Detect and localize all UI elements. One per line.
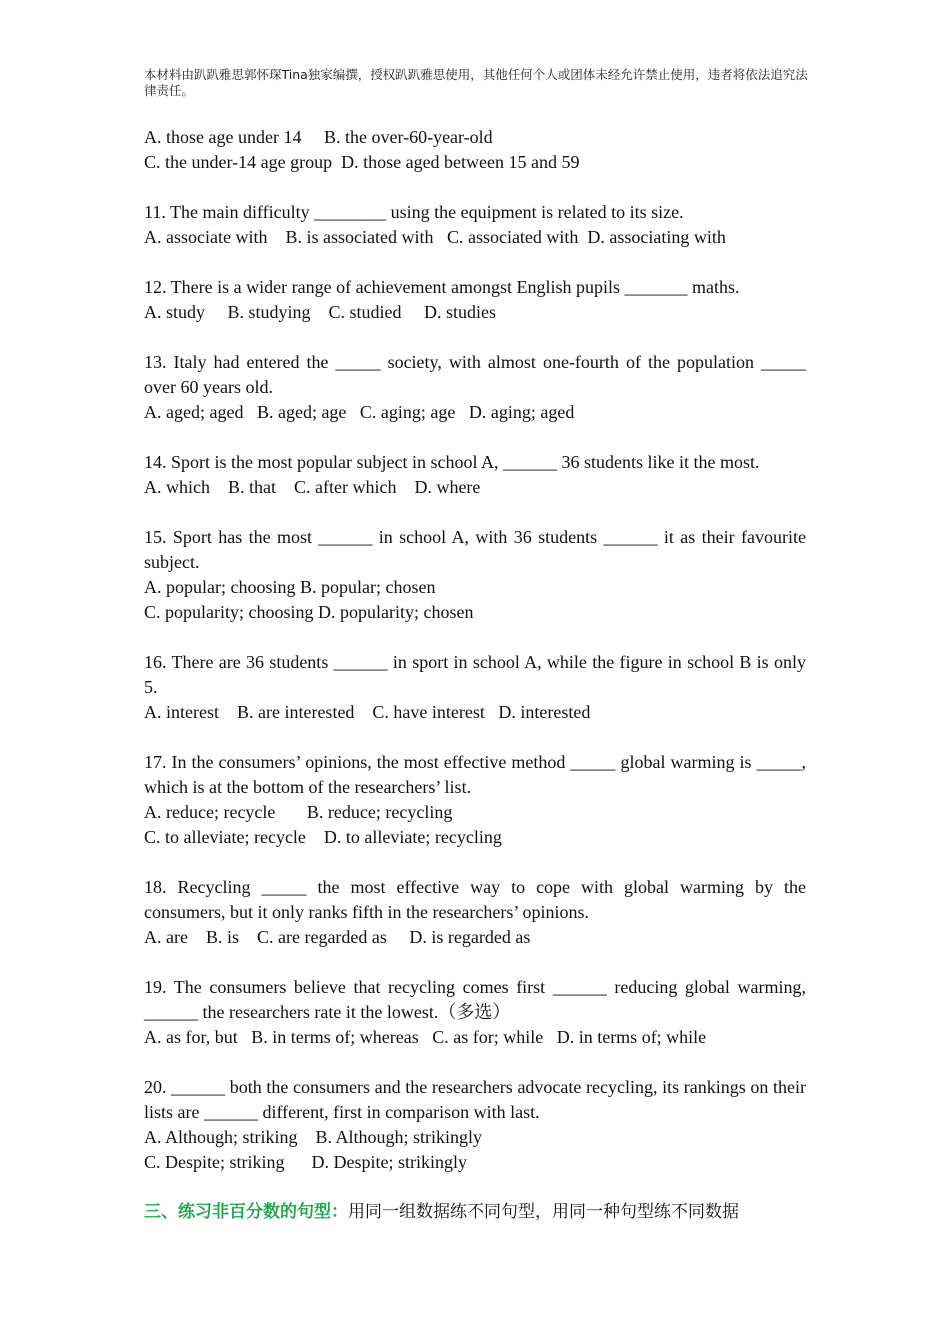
option-line: A. those age under 14 B. the over-60-year-old [144,127,493,147]
option-line: A. reduce; recycle B. reduce; recycling [144,802,453,822]
question-13 [144,350,806,425]
option-line: A. are B. is C. are regarded as D. is regarded as [144,927,531,947]
question-stem: 12. There is a wider range of achievement amongst English pupils _______ maths. [144,277,740,297]
option-line: C. Despite; striking D. Despite; strikingly [144,1152,467,1172]
section-3-description: 用同一组数据练不同句型，用同一种句型练不同数据 [348,1202,739,1222]
option-line: A. as for, but B. in terms of; whereas C. as for; while D. in terms of; while [144,1027,707,1047]
option-line: A. associate with B. is associated with C. associated with D. associating with [144,227,726,247]
option-line: A. aged; aged B. aged; age C. aging; age D. aging; aged [144,402,575,422]
copyright-notice: 本材料由趴趴雅思郭怀琛Tina独家编撰，授权趴趴雅思使用，其他任何个人或团体未经允许禁止使用，违者将依法追究法律责任。 [144,67,808,98]
question-17 [144,750,806,850]
section-3-heading: 三、练习非百分数的句型： [144,1202,348,1222]
question-12 [144,275,806,325]
question-stem: 16. There are 36 students ______ in sport in school A, while the figure in school B is only 5. [144,652,806,697]
option-line: C. to alleviate; recycle D. to alleviate; recycling [144,827,502,847]
option-line: A. popular; choosing B. popular; chosen [144,577,436,597]
question-18 [144,875,806,950]
question-stem: 19. The consumers believe that recycling comes first ______ reducing global warming, ______ the researchers rate it the lowest.（多选） [144,977,806,1022]
question-stem: 17. In the consumers’ opinions, the most effective method _____ global warming is _____, which is at the bottom of the researchers’ list. [144,752,806,797]
question-stem: 15. Sport has the most ______ in school A, with 36 students ______ it as their favourite subject. [144,527,806,572]
question-20 [144,1075,806,1175]
question-16 [144,650,806,725]
question-14 [144,450,806,500]
question-stem: 20. ______ both the consumers and the researchers advocate recycling, its rankings on their lists are ______ different, first in comparison with last. [144,1077,806,1122]
question-stem: 11. The main difficulty ________ using the equipment is related to its size. [144,202,684,222]
option-line: A. Although; striking B. Although; strikingly [144,1127,483,1147]
question-11 [144,200,806,250]
question-10-options [144,125,806,175]
question-19 [144,975,806,1050]
option-line: A. interest B. are interested C. have interest D. interested [144,702,591,722]
question-stem: 18. Recycling _____ the most effective way to cope with global warming by the consumers, but it only ranks fifth in the researchers’ opinions. [144,877,806,922]
section-3-title [144,1200,806,1225]
question-stem: 13. Italy had entered the _____ society, with almost one-fourth of the population _____ over 60 years old. [144,352,806,397]
option-line: A. study B. studying C. studied D. studies [144,302,497,322]
question-15 [144,525,806,625]
question-stem: 14. Sport is the most popular subject in school A, ______ 36 students like it the most. [144,452,760,472]
option-line: A. which B. that C. after which D. where [144,477,481,497]
option-line: C. popularity; choosing D. popularity; chosen [144,602,474,622]
question-list [144,125,806,1225]
option-line: C. the under-14 age group D. those aged between 15 and 59 [144,152,580,172]
